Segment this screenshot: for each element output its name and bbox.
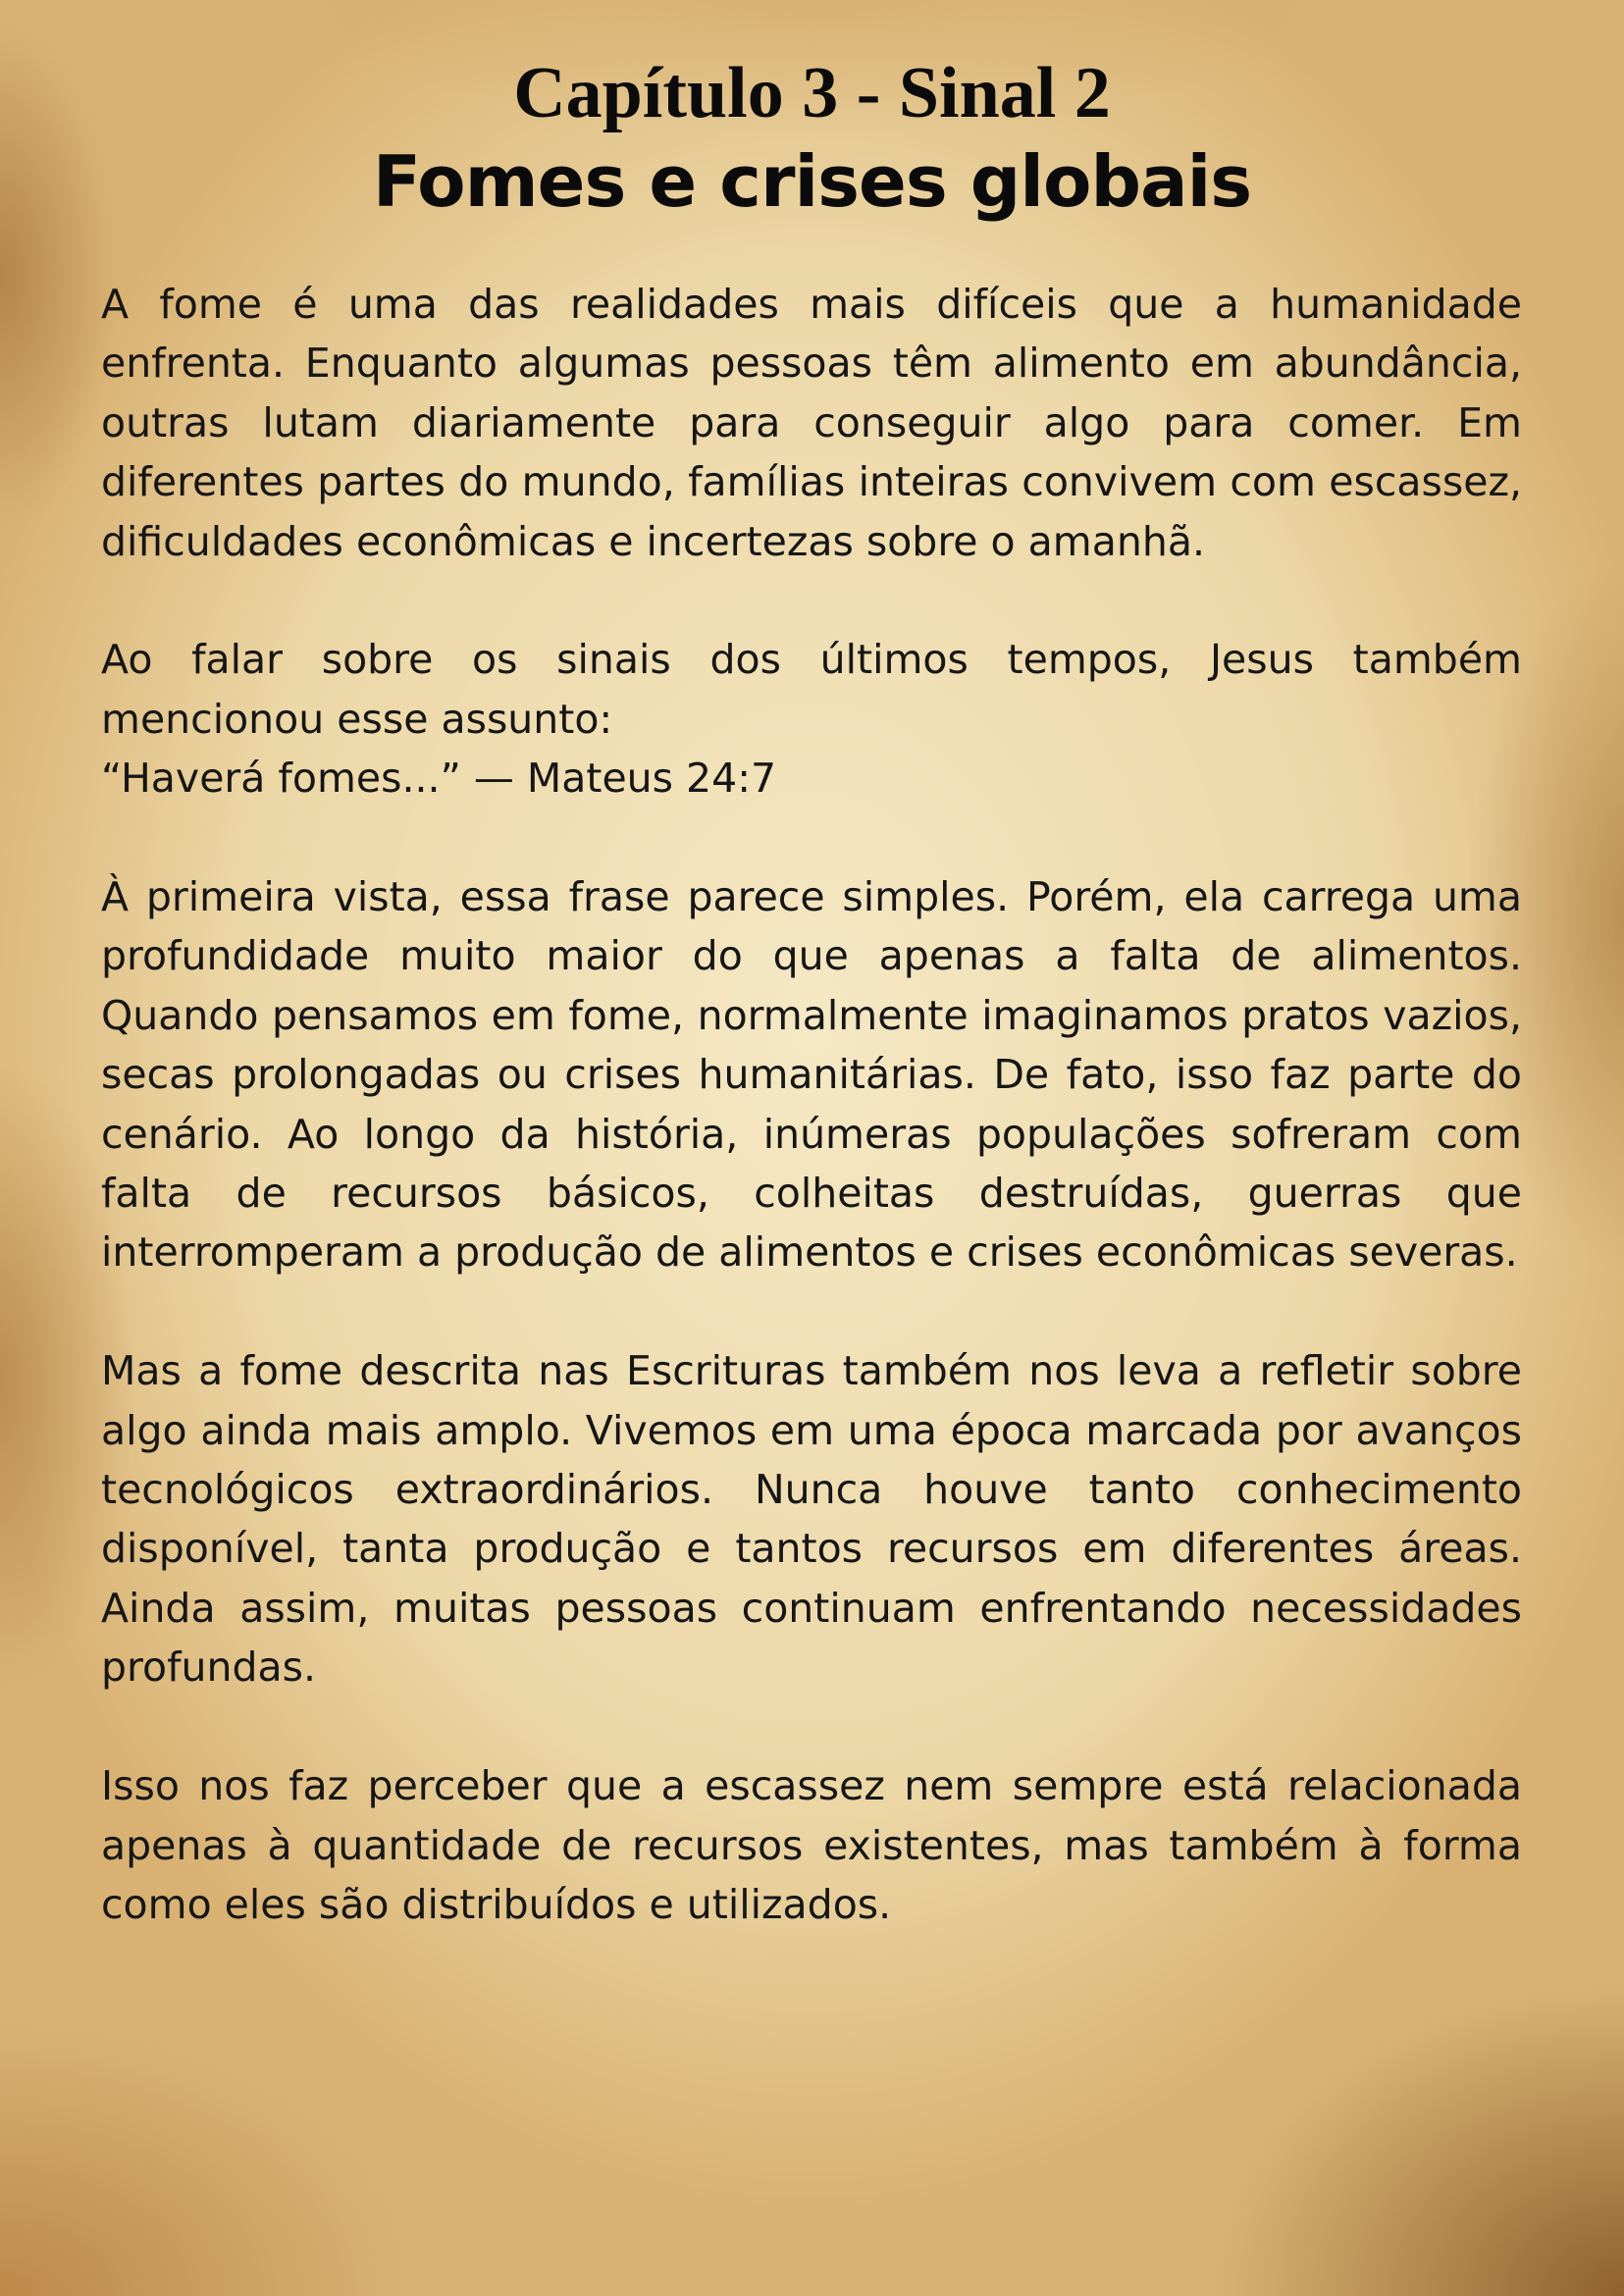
paragraph-3: À primeira vista, essa frase parece simples. Porém, ela carrega uma profundidade muito maior do que apenas a falta de alimentos. Quando pensamos em fome, normalmente imaginamos pratos vazios, secas prolongadas ou crises humanitárias. De fato, isso faz parte do cenário. Ao longo da história, inúmeras populações sofreram com falta de recursos básicos, colheitas destruídas, guerras que interromperam a produção de alimentos e crises econômicas severas. bbox=[101, 873, 1522, 1277]
main-title: Fomes e crises globais bbox=[372, 140, 1252, 223]
bible-verse: “Haverá fomes...” — Mateus 24:7 bbox=[101, 755, 777, 803]
paragraph-1: A fome é uma das realidades mais difíceis que a humanidade enfrenta. Enquanto algumas pessoas têm alimento em abundância, outras lutam diariamente para conseguir algo para comer. Em diferentes partes do mundo, famílias inteiras convivem com escassez, dificuldades econômicas e incertezas sobre o amanhã. bbox=[101, 281, 1522, 565]
body-text bbox=[101, 275, 1522, 1994]
chapter-title: Capítulo 3 - Sinal 2 bbox=[513, 53, 1111, 133]
paragraph-2-wrapper bbox=[101, 630, 1522, 808]
paragraph-5: Isso nos faz perceber que a escassez nem sempre está relacionada apenas à quantidade de recursos existentes, mas também à forma como eles são distribuídos e utilizados. bbox=[101, 1762, 1522, 1928]
paragraph-2: Ao falar sobre os sinais dos últimos tempos, Jesus também mencionou esse assunto: bbox=[101, 636, 1522, 743]
paragraph-4: Mas a fome descrita nas Escrituras também nos leva a refletir sobre algo ainda mais amplo. Vivemos em uma época marcada por avanços tecnológicos extraordinários. Nunca houve tanto conhecimento disponível, tanta produção e tantos recursos em diferentes áreas. Ainda assim, muitas pessoas continuam enfrentando necessidades profundas. bbox=[101, 1347, 1522, 1692]
